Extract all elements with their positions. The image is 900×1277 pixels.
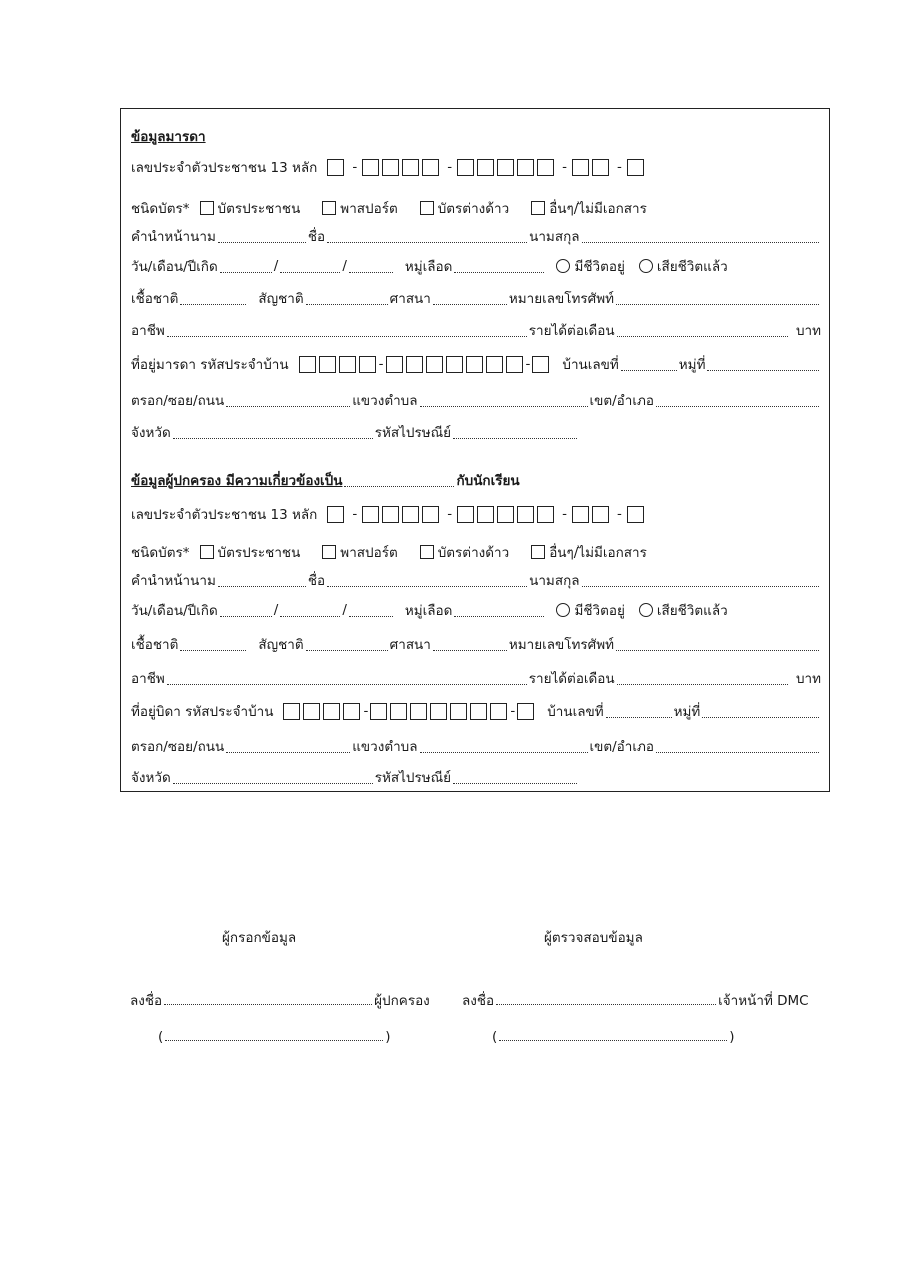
mother-province-row bbox=[131, 419, 821, 445]
mother-soi-row bbox=[131, 387, 821, 413]
mother-house-no-label: บ้านเลขที่ bbox=[562, 357, 619, 373]
mother-id-label: เลขประจำตัวประชาชน 13 หลัก bbox=[131, 160, 318, 176]
mother-blood-label: หมู่เลือด bbox=[404, 259, 453, 275]
guardian-prefix-field[interactable] bbox=[218, 572, 306, 587]
mother-religion-label: ศาสนา bbox=[389, 291, 431, 307]
mother-address-row bbox=[131, 351, 821, 377]
guardian-house-code-boxes[interactable]: - - bbox=[283, 703, 537, 720]
guardian-surname-field[interactable] bbox=[582, 572, 819, 587]
guardian-name-field[interactable] bbox=[327, 572, 527, 587]
guardian-dob-year-field[interactable] bbox=[349, 602, 393, 617]
guardian-blood-label: หมู่เลือด bbox=[404, 603, 453, 619]
officer-signature-field[interactable] bbox=[496, 990, 716, 1005]
mother-surname-label: นามสกุล bbox=[529, 229, 580, 245]
mother-card-option-checkbox[interactable] bbox=[420, 201, 434, 215]
guardian-nationality-label: สัญชาติ bbox=[258, 637, 304, 653]
guardian-card-option-checkbox[interactable] bbox=[200, 545, 214, 559]
mother-subdistrict-field[interactable] bbox=[420, 392, 588, 407]
guardian-subdistrict-field[interactable] bbox=[420, 738, 588, 753]
guardian-card-option-checkbox[interactable] bbox=[531, 545, 545, 559]
guardian-address-row bbox=[131, 698, 821, 724]
mother-nationality-label: สัญชาติ bbox=[258, 291, 304, 307]
guardian-role-label: ผู้ปกครอง bbox=[374, 993, 430, 1009]
guardian-id-boxes[interactable]: - - - - bbox=[327, 506, 647, 523]
mother-card-option-checkbox[interactable] bbox=[531, 201, 545, 215]
mother-dob-year-field[interactable] bbox=[349, 258, 393, 273]
guardian-occupation-field[interactable] bbox=[167, 670, 527, 685]
mother-card-option-label: พาสปอร์ต bbox=[340, 201, 398, 217]
mother-occupation-field[interactable] bbox=[167, 322, 527, 337]
mother-nationality-field[interactable] bbox=[306, 290, 388, 305]
mother-dob-label: วัน/เดือน/ปีเกิด bbox=[131, 259, 218, 275]
mother-dob-month-field[interactable] bbox=[280, 258, 340, 273]
mother-card-option-checkbox[interactable] bbox=[200, 201, 214, 215]
mother-district-label: เขต/อำเภอ bbox=[589, 393, 654, 409]
mother-house-no-field[interactable] bbox=[621, 356, 677, 371]
mother-id-row bbox=[131, 154, 821, 180]
mother-dob-day-field[interactable] bbox=[220, 258, 272, 273]
guardian-district-label: เขต/อำเภอ bbox=[589, 739, 654, 755]
mother-dead-radio[interactable] bbox=[639, 259, 653, 273]
mother-card-type-label: ชนิดบัตร* bbox=[131, 201, 190, 217]
guardian-income-field[interactable] bbox=[617, 670, 788, 685]
guardian-soi-row bbox=[131, 733, 821, 759]
officer-role-label: เจ้าหน้าที่ DMC bbox=[718, 993, 809, 1009]
mother-prefix-field[interactable] bbox=[218, 228, 306, 243]
mother-moo-label: หมู่ที่ bbox=[678, 357, 706, 373]
guardian-income-label: รายได้ต่อเดือน bbox=[528, 671, 615, 687]
guardian-occupation-label: อาชีพ bbox=[131, 671, 165, 687]
guardian-dob-label: วัน/เดือน/ปีเกิด bbox=[131, 603, 218, 619]
mother-subdistrict-label: แขวงตำบล bbox=[352, 393, 418, 409]
guardian-postcode-label: รหัสไปรษณีย์ bbox=[374, 770, 452, 786]
guardian-heading-suffix: กับนักเรียน bbox=[456, 473, 520, 489]
guardian-ethnicity-label: เชื้อชาติ bbox=[131, 637, 179, 653]
guardian-province-row bbox=[131, 764, 821, 790]
mother-income-field[interactable] bbox=[617, 322, 788, 337]
guardian-house-no-field[interactable] bbox=[606, 703, 672, 718]
guardian-address-label: ที่อยู่บิดา รหัสประจำบ้าน bbox=[131, 704, 274, 720]
guardian-id-row bbox=[131, 501, 821, 527]
mother-prefix-label: คำนำหน้านาม bbox=[131, 229, 216, 245]
officer-signature-line bbox=[462, 989, 809, 1011]
mother-id-boxes[interactable]: - - - - bbox=[327, 159, 647, 176]
guardian-religion-label: ศาสนา bbox=[389, 637, 431, 653]
guardian-house-no-label: บ้านเลขที่ bbox=[547, 704, 604, 720]
guardian-heading-row bbox=[131, 467, 821, 493]
guardian-subdistrict-label: แขวงตำบล bbox=[352, 739, 418, 755]
guardian-card-option-checkbox[interactable] bbox=[420, 545, 434, 559]
guardian-soi-field[interactable] bbox=[226, 738, 350, 753]
guardian-ethnicity-row bbox=[131, 631, 821, 657]
guardian-occupation-row bbox=[131, 665, 821, 691]
mother-province-label: จังหวัด bbox=[131, 425, 171, 441]
officer-printed-name-line bbox=[492, 1026, 735, 1047]
mother-address-label: ที่อยู่มารดา รหัสประจำบ้าน bbox=[131, 357, 289, 373]
mother-card-option-label: บัตรต่างด้าว bbox=[437, 201, 510, 217]
mother-baht-label: บาท bbox=[795, 323, 821, 339]
guardian-card-row bbox=[131, 539, 821, 565]
mother-district-field[interactable] bbox=[656, 392, 819, 407]
guardian-signature-field[interactable] bbox=[164, 990, 372, 1005]
guardian-signature-line bbox=[130, 989, 430, 1011]
mother-moo-field[interactable] bbox=[707, 356, 819, 371]
filler-title: ผู้กรอกข้อมูล bbox=[222, 930, 297, 946]
guardian-id-label: เลขประจำตัวประชาชน 13 หลัก bbox=[131, 507, 318, 523]
officer-sign-label: ลงชื่อ bbox=[462, 993, 495, 1009]
mother-province-field[interactable] bbox=[173, 424, 373, 439]
guardian-printed-name-field[interactable] bbox=[165, 1026, 383, 1041]
mother-alive-radio[interactable] bbox=[556, 259, 570, 273]
mother-card-option-label: บัตรประชาชน bbox=[217, 201, 301, 217]
guardian-dob-day-field[interactable] bbox=[220, 602, 272, 617]
mother-ethnicity-label: เชื้อชาติ bbox=[131, 291, 179, 307]
mother-card-option-checkbox[interactable] bbox=[322, 201, 336, 215]
guardian-alive-label: มีชีวิตอยู่ bbox=[574, 603, 625, 619]
mother-house-code-boxes[interactable]: - - bbox=[299, 356, 553, 373]
guardian-sign-label: ลงชื่อ bbox=[130, 993, 163, 1009]
guardian-blood-field[interactable] bbox=[454, 602, 544, 617]
mother-blood-field[interactable] bbox=[454, 258, 544, 273]
mother-phone-field[interactable] bbox=[616, 290, 819, 305]
mother-occupation-row bbox=[131, 317, 821, 343]
guardian-alive-radio[interactable] bbox=[556, 603, 570, 617]
guardian-moo-field[interactable] bbox=[702, 703, 819, 718]
form-box bbox=[120, 108, 830, 792]
guardian-card-option-label: อื่นๆ/ไม่มีเอกสาร bbox=[549, 545, 647, 561]
guardian-card-option-label: พาสปอร์ต bbox=[340, 545, 398, 561]
guardian-paren-close: ) bbox=[385, 1028, 391, 1045]
officer-printed-name-field[interactable] bbox=[499, 1026, 727, 1041]
guardian-moo-label: หมู่ที่ bbox=[673, 704, 701, 720]
guardian-postcode-field[interactable] bbox=[453, 769, 577, 784]
guardian-ethnicity-field[interactable] bbox=[180, 636, 246, 651]
mother-income-label: รายได้ต่อเดือน bbox=[528, 323, 615, 339]
mother-name-row bbox=[131, 223, 821, 249]
mother-ethnicity-row bbox=[131, 285, 821, 311]
guardian-dob-row: วัน/เดือน/ปีเกิด / / หมู่เลือด มีชีวิตอยู่ เสียชีวิตแล้ว bbox=[131, 597, 821, 623]
guardian-card-option-label: บัตรต่างด้าว bbox=[437, 545, 510, 561]
guardian-relation-field[interactable] bbox=[344, 472, 454, 487]
mother-heading-row bbox=[131, 123, 821, 149]
guardian-district-field[interactable] bbox=[656, 738, 819, 753]
mother-heading: ข้อมูลมารดา bbox=[131, 129, 206, 145]
guardian-card-option-checkbox[interactable] bbox=[322, 545, 336, 559]
guardian-soi-label: ตรอก/ซอย/ถนน bbox=[131, 739, 225, 755]
guardian-card-option-label: บัตรประชาชน bbox=[217, 545, 301, 561]
mother-soi-label: ตรอก/ซอย/ถนน bbox=[131, 393, 225, 409]
guardian-province-field[interactable] bbox=[173, 769, 373, 784]
guardian-phone-label: หมายเลขโทรศัพท์ bbox=[508, 637, 615, 653]
guardian-dead-label: เสียชีวิตแล้ว bbox=[656, 603, 728, 619]
mother-occupation-label: อาชีพ bbox=[131, 323, 165, 339]
mother-alive-label: มีชีวิตอยู่ bbox=[574, 259, 625, 275]
guardian-surname-label: นามสกุล bbox=[529, 573, 580, 589]
mother-soi-field[interactable] bbox=[226, 392, 350, 407]
guardian-card-type-label: ชนิดบัตร* bbox=[131, 545, 190, 561]
guardian-baht-label: บาท bbox=[795, 671, 821, 687]
mother-name-label: ชื่อ bbox=[307, 229, 326, 245]
guardian-name-row bbox=[131, 567, 821, 593]
mother-name-field[interactable] bbox=[327, 228, 527, 243]
mother-phone-label: หมายเลขโทรศัพท์ bbox=[508, 291, 615, 307]
guardian-paren-open: ( bbox=[158, 1028, 164, 1045]
mother-dead-label: เสียชีวิตแล้ว bbox=[656, 259, 728, 275]
guardian-printed-name-line bbox=[158, 1026, 391, 1047]
mother-ethnicity-field[interactable] bbox=[180, 290, 246, 305]
guardian-dob-month-field[interactable] bbox=[280, 602, 340, 617]
mother-dob-row: วัน/เดือน/ปีเกิด / / หมู่เลือด มีชีวิตอยู่ เสียชีวิตแล้ว bbox=[131, 253, 821, 279]
guardian-phone-field[interactable] bbox=[616, 636, 819, 651]
mother-postcode-label: รหัสไปรษณีย์ bbox=[374, 425, 452, 441]
guardian-heading: ข้อมูลผู้ปกครอง มีความเกี่ยวข้องเป็น bbox=[131, 473, 343, 489]
mother-religion-field[interactable] bbox=[433, 290, 507, 305]
mother-surname-field[interactable] bbox=[582, 228, 819, 243]
mother-card-row bbox=[131, 195, 821, 221]
mother-postcode-field[interactable] bbox=[453, 424, 577, 439]
guardian-prefix-label: คำนำหน้านาม bbox=[131, 573, 216, 589]
guardian-province-label: จังหวัด bbox=[131, 770, 171, 786]
checker-title: ผู้ตรวจสอบข้อมูล bbox=[544, 930, 643, 946]
officer-paren-close: ) bbox=[729, 1028, 735, 1045]
officer-paren-open: ( bbox=[492, 1028, 498, 1045]
guardian-dead-radio[interactable] bbox=[639, 603, 653, 617]
guardian-nationality-field[interactable] bbox=[306, 636, 388, 651]
guardian-religion-field[interactable] bbox=[433, 636, 507, 651]
mother-card-option-label: อื่นๆ/ไม่มีเอกสาร bbox=[549, 201, 647, 217]
guardian-name-label: ชื่อ bbox=[307, 573, 326, 589]
